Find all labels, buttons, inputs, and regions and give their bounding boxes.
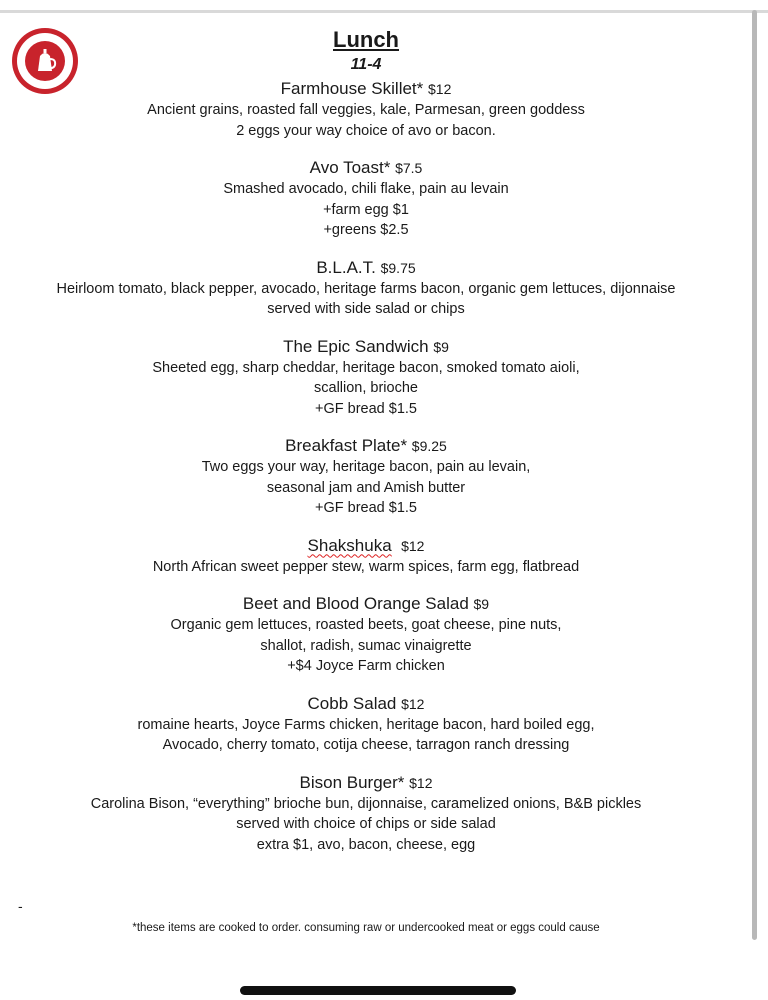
item-desc-line: +GF bread $1.5 (315, 400, 417, 417)
item-heading (0, 336, 732, 358)
item-heading (0, 157, 732, 179)
item-desc-line: Smashed avocado, chili flake, pain au levain (223, 181, 509, 197)
menu-item (0, 772, 732, 856)
menu-hours: 11-4 (350, 56, 382, 73)
item-name: Breakfast Plate* (285, 436, 408, 455)
item-price: $12 (409, 774, 433, 791)
item-desc-line: extra $1, avo, bacon, cheese, egg (256, 836, 476, 853)
menu-item (0, 593, 732, 677)
menu-item (0, 257, 732, 320)
item-price: $9 (473, 596, 490, 612)
home-indicator[interactable] (240, 986, 516, 995)
item-desc-line: Heirloom tomato, black pepper, avocado, heritage farms bacon, organic gem lettuces, dijonnaise (56, 280, 676, 297)
item-desc-line: served with side salad or chips (267, 301, 465, 317)
item-heading (0, 593, 732, 615)
item-heading (0, 78, 732, 100)
item-desc-line: served with choice of chips or side salad (236, 816, 496, 832)
scrollbar[interactable] (752, 10, 757, 940)
item-price: $12 (401, 537, 425, 554)
item-heading (0, 435, 732, 457)
menu-item (0, 693, 732, 756)
item-price: $9 (433, 338, 449, 355)
item-desc-line: Sheeted egg, sharp cheddar, heritage bacon, smoked tomato aioli, (152, 359, 580, 376)
menu-footnote: *these items are cooked to order. consuming raw or undercooked meat or eggs could cause (132, 922, 600, 934)
menu-page (0, 26, 732, 871)
item-heading (0, 772, 732, 794)
item-desc-line: Organic gem lettuces, roasted beets, goat cheese, pine nuts, (170, 617, 562, 633)
item-desc-line: Ancient grains, roasted fall veggies, kale, Parmesan, green goddess (147, 102, 585, 118)
menu-item (0, 336, 732, 420)
menu-item (0, 535, 732, 578)
item-desc-line: romaine hearts, Joyce Farms chicken, heritage bacon, hard boiled egg, (137, 716, 595, 733)
item-price: $9.25 (411, 438, 447, 454)
item-desc-line: seasonal jam and Amish butter (266, 479, 466, 496)
item-name: Cobb Salad (307, 693, 397, 713)
top-divider (0, 10, 768, 13)
item-desc-line: +greens $2.5 (323, 222, 409, 238)
item-desc-line: Avocado, cherry tomato, cotija cheese, tarragon ranch dressing (162, 737, 570, 753)
menu-item (0, 157, 732, 241)
item-desc-line: +farm egg $1 (323, 201, 409, 218)
item-desc-line: shallot, radish, sumac vinaigrette (260, 637, 472, 654)
stray-dash: - (18, 898, 23, 914)
item-price: $12 (428, 81, 452, 97)
item-name: Farmhouse Skillet* (280, 79, 424, 98)
item-price: $9.75 (380, 259, 416, 276)
item-desc-line: 2 eggs your way choice of avo or bacon. (236, 122, 496, 139)
item-name: Beet and Blood Orange Salad (242, 594, 469, 613)
item-desc-line: North African sweet pepper stew, warm spices, farm egg, flatbread (152, 558, 580, 575)
item-desc-line: scallion, brioche (314, 380, 418, 396)
menu-item (0, 435, 732, 519)
item-heading (0, 535, 732, 557)
item-name: Shakshuka (307, 535, 392, 555)
menu-title: Lunch (333, 27, 399, 52)
item-price: $12 (401, 695, 425, 712)
menu-item (0, 78, 732, 141)
item-desc-line: +GF bread $1.5 (315, 500, 417, 516)
item-name: The Epic Sandwich (283, 336, 429, 356)
item-desc-line: +$4 Joyce Farm chicken (287, 658, 445, 674)
item-desc-line: Carolina Bison, “everything” brioche bun, dijonnaise, caramelized onions, B&B pickles (90, 795, 642, 812)
item-desc-line: Two eggs your way, heritage bacon, pain au levain, (201, 459, 531, 475)
item-name: Avo Toast* (309, 158, 391, 177)
item-heading (0, 257, 732, 279)
item-name: Bison Burger* (299, 772, 405, 792)
item-price: $7.5 (395, 160, 423, 176)
item-name: B.L.A.T. (316, 257, 376, 277)
item-heading (0, 693, 732, 715)
